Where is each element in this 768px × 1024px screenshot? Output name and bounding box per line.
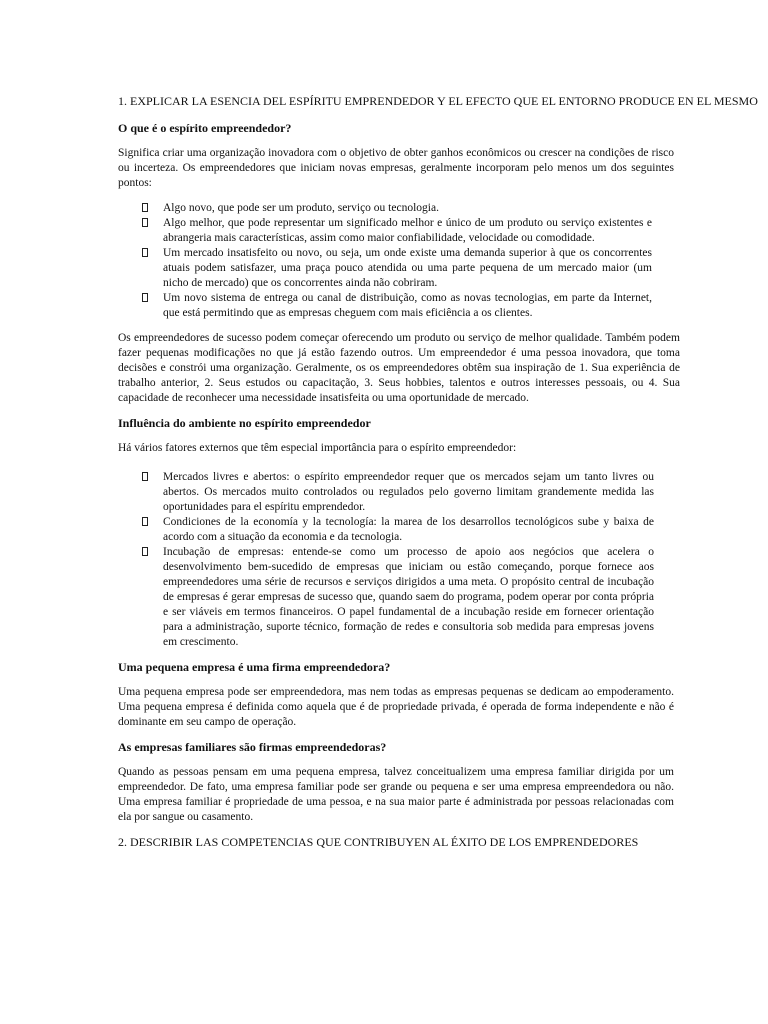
paragraph-small-business: Uma pequena empresa pode ser empreendedora, mas nem todas as empresas pequenas se dedicam ao empoderamento. Uma pequena empresa é definida como aquela que é de propriedade privada, é operada de forma independente e não é dominante em seu campo de operação. [118, 686, 674, 728]
section-heading-1: 1. EXPLICAR LA ESENCIA DEL ESPÍRITU EMPRENDEDOR Y EL EFECTO QUE EL ENTORNO PRODUCE EN EL MESMO [118, 94, 758, 108]
bullet-square-icon [142, 547, 148, 556]
subheading-what-is: O que é o espírito empreendedor? [118, 121, 292, 135]
list-item [142, 201, 652, 216]
list-item-text: Algo novo, que pode ser um produto, serviço ou tecnologia. [163, 202, 439, 214]
bullet-square-icon [142, 517, 148, 526]
list-item-text: Mercados livres e abertos: o espírito empreendedor requer que os mercados sejam um tanto livres ou abertos. Os mercados muito controlados ou regulados pelo governo limitam grandemente medida las oportunidades para el espíritu emprendedor. [163, 471, 654, 513]
list-item [142, 291, 652, 321]
subheading-small-business: Uma pequena empresa é uma firma empreendedora? [118, 660, 391, 674]
paragraph-family-business: Quando as pessoas pensam em uma pequena empresa, talvez conceitualizem uma empresa familiar dirigida por um empreendedor. De fato, uma empresa familiar pode ser grande ou pequena e ser uma empresa empreendedora ou não. Uma empresa familiar é propriedade de uma pessoa, e na sua maior parte é administrada por pessoas relacionadas com ela por sangue ou casamento. [118, 766, 674, 823]
list-item-text: Incubação de empresas: entende-se como um processo de apoio aos negócios que acelera o desenvolvimento bem-sucedido de empresas que iniciam ou estão começando, porque fornece aos empreendedores uma série de recursos e serviços dirigidos a uma meta. O propósito central de incubação de empresas é gerar empresas de sucesso que, quando saem do programa, podem operar por conta própria e ser viáveis em termos financeiros. O papel fundamental de a incubação reside em fornecer orientação para a administração, suporte técnico, formação de redes e consultoria sob medida para empresas jovens em crescimento. [163, 546, 654, 648]
bullet-square-icon [142, 293, 148, 302]
list-item [142, 216, 652, 246]
paragraph-external-factors: Há vários fatores externos que têm especial importância para o espírito empreendedor: [118, 442, 517, 454]
list-item-text: Algo melhor, que pode representar um significado melhor e único de um produto ou serviço existentes e abrangeria mais características, assim como maior confiabilidade, velocidade ou comodidade. [163, 217, 652, 244]
subheading-environment: Influência do ambiente no espírito empreendedor [118, 416, 371, 430]
paragraph-successful-entrepreneurs: Os empreendedores de sucesso podem começar oferecendo um produto ou serviço de melhor qualidade. Também podem fazer pequenas modificações no que já estão fazendo outros. Um empreendedor é uma pessoa inovadora, que toma decisões e constrói uma organização. Geralmente, os os empreendedores obtêm sua inspiração de 1. Sua experiência de trabalho anterior, 2. Seus estudos ou capacitação, 3. Seus hobbies, talentos e outros interesses pessoais, ou 4. Sua capacidade de reconhecer uma necessidade insatisfeita ou uma oportunidade de mercado. [118, 332, 680, 404]
list-item-text: Um novo sistema de entrega ou canal de distribuição, como as novas tecnologias, em parte da Internet, que está permitindo que as empresas cheguem com mais eficiência a os clientes. [163, 292, 652, 319]
bullet-list-points [118, 201, 652, 321]
list-item [142, 515, 654, 545]
list-item-text: Condiciones de la economía y la tecnología: la marea de los desarrollos tecnológicos sube y baixa de acordo com a situação da economia e da tecnologia. [163, 516, 654, 543]
bullet-square-icon [142, 472, 148, 481]
bullet-square-icon [142, 203, 148, 212]
bullet-list-factors [118, 470, 654, 650]
list-item [142, 470, 654, 515]
subheading-family-business: As empresas familiares são firmas empreendedoras? [118, 740, 387, 754]
section-heading-2: 2. DESCRIBIR LAS COMPETENCIAS QUE CONTRIBUYEN AL ÉXITO DE LOS EMPRENDEDORES [118, 835, 639, 849]
list-item [142, 545, 654, 650]
bullet-square-icon [142, 248, 148, 257]
paragraph-definition: Significa criar uma organização inovadora com o objetivo de obter ganhos econômicos ou crescer na condições de risco ou incerteza. Os empreendedores que iniciam novas empresas, geralmente incorporam pelo menos um dos seguintes pontos: [118, 147, 674, 189]
list-item-text: Um mercado insatisfeito ou novo, ou seja, um onde existe uma demanda superior à que os concorrentes atuais podem satisfazer, uma praça pouco atendida ou uma parte pequena de um mercado maior (um nicho de mercado) que os concorrentes ainda não cobriram. [163, 247, 652, 289]
list-item [142, 246, 652, 291]
bullet-square-icon [142, 218, 148, 227]
